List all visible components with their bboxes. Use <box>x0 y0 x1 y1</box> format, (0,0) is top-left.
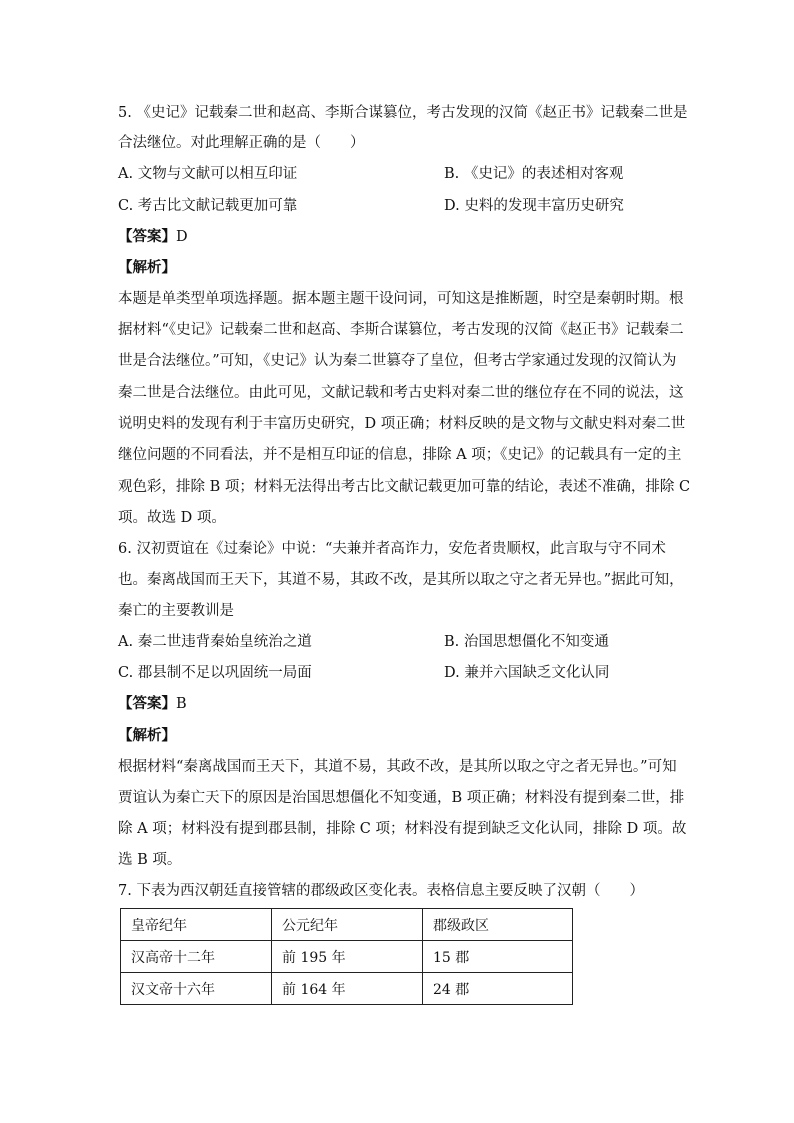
q6-answer <box>118 694 678 714</box>
table-header-row <box>121 909 573 941</box>
table-header-cell: 公元纪年 <box>272 909 423 941</box>
table-cell: 汉文帝十六年 <box>121 973 272 1005</box>
q5-analysis-line-5: 说明史料的发现有利于丰富历史研究，D 项正确；材料反映的是文物与文献史料对秦二世 <box>118 416 686 432</box>
table-cell: 汉高帝十二年 <box>121 941 272 973</box>
q5-analysis-line-8: 项。故选 D 项。 <box>118 510 226 526</box>
q5-option-d: D. 史料的发现丰富历史研究 <box>444 198 624 214</box>
q6-answer-value: B <box>176 696 187 712</box>
prefecture-change-table <box>120 908 573 1005</box>
q5-analysis-tag: 【解析】 <box>118 259 176 276</box>
q5-analysis-line-7: 观色彩，排除 B 项；材料无法得出考古比文献记载更加可靠的结论，表述不准确，排除 C <box>118 479 691 495</box>
q5-analysis-line-1: 本题是单类型单项选择题。据本题主题干设问词，可知这是推断题，时空是秦朝时期。根 <box>118 291 684 307</box>
table-cell: 前 195 年 <box>272 941 423 973</box>
q6-stem-line-1: 6. 汉初贾谊在《过秦论》中说：“夫兼并者高诈力，安危者贵顺权，此言取与守不同术 <box>118 541 666 557</box>
q6-option-d: D. 兼并六国缺乏文化认同 <box>444 665 610 681</box>
table-header-cell: 郡级政区 <box>423 909 573 941</box>
q6-option-c: C. 郡县制不足以巩固统一局面 <box>118 665 312 681</box>
q6-analysis-line-3: 除 A 项；材料没有提到郡县制，排除 C 项；材料没有提到缺乏文化认同，排除 D 项。故 <box>118 821 687 837</box>
q5-answer-value: D <box>176 229 188 245</box>
table-row <box>121 941 573 973</box>
q5-analysis-line-3: 世是合法继位。”可知，《史记》认为秦二世篡夺了皇位，但考古学家通过发现的汉简认为 <box>118 353 677 369</box>
q5-option-a: A. 文物与文献可以相互印证 <box>118 166 298 182</box>
q5-answer-tag: 【答案】 <box>118 228 176 245</box>
table-row <box>121 973 573 1005</box>
q5-analysis-line-6: 继位问题的不同看法，并不是相互印证的信息，排除 A 项；《史记》的记载具有一定的主 <box>118 447 682 463</box>
q6-option-b: B. 治国思想僵化不知变通 <box>444 634 609 650</box>
table-cell: 前 164 年 <box>272 973 423 1005</box>
q5-answer <box>118 227 678 247</box>
q5-option-c: C. 考古比文献记载更加可靠 <box>118 198 298 214</box>
table-cell: 15 郡 <box>423 941 573 973</box>
q5-analysis-line-2: 据材料“《史记》记载秦二世和赵高、李斯合谋篡位，考古发现的汉简《赵正书》记载秦二 <box>118 322 684 338</box>
q5-analysis-line-4: 秦二世是合法继位。由此可见，文献记载和考古史料对秦二世的继位存在不同的说法，这 <box>118 385 684 401</box>
q6-analysis-line-4: 选 B 项。 <box>118 852 182 868</box>
table-header-cell: 皇帝纪年 <box>121 909 272 941</box>
q7-stem: 7. 下表为西汉朝廷直接管辖的郡级政区变化表。表格信息主要反映了汉朝（ ） <box>118 883 644 899</box>
q6-stem-line-2: 也。秦离战国而王天下，其道不易，其政不改，是其所以取之守之者无异也。”据此可知， <box>118 572 684 588</box>
q6-analysis-tag: 【解析】 <box>118 727 176 744</box>
q5-option-b: B. 《史记》的表述相对客观 <box>444 166 624 182</box>
q5-stem-line-1: 5. 《史记》记载秦二世和赵高、李斯合谋篡位，考古发现的汉简《赵正书》记载秦二世是 <box>118 105 688 121</box>
q6-analysis-line-1: 根据材料“秦离战国而王天下，其道不易，其政不改，是其所以取之守之者无异也。”可知 <box>118 759 677 775</box>
q6-stem-line-3: 秦亡的主要教训是 <box>118 603 234 619</box>
table-cell: 24 郡 <box>423 973 573 1005</box>
q6-option-a: A. 秦二世违背秦始皇统治之道 <box>118 634 312 650</box>
q6-answer-tag: 【答案】 <box>118 695 176 712</box>
q6-analysis-line-2: 贾谊认为秦亡天下的原因是治国思想僵化不知变通，B 项正确；材料没有提到秦二世，排 <box>118 790 685 806</box>
q5-stem-line-2: 合法继位。对此理解正确的是（ ） <box>118 135 365 151</box>
